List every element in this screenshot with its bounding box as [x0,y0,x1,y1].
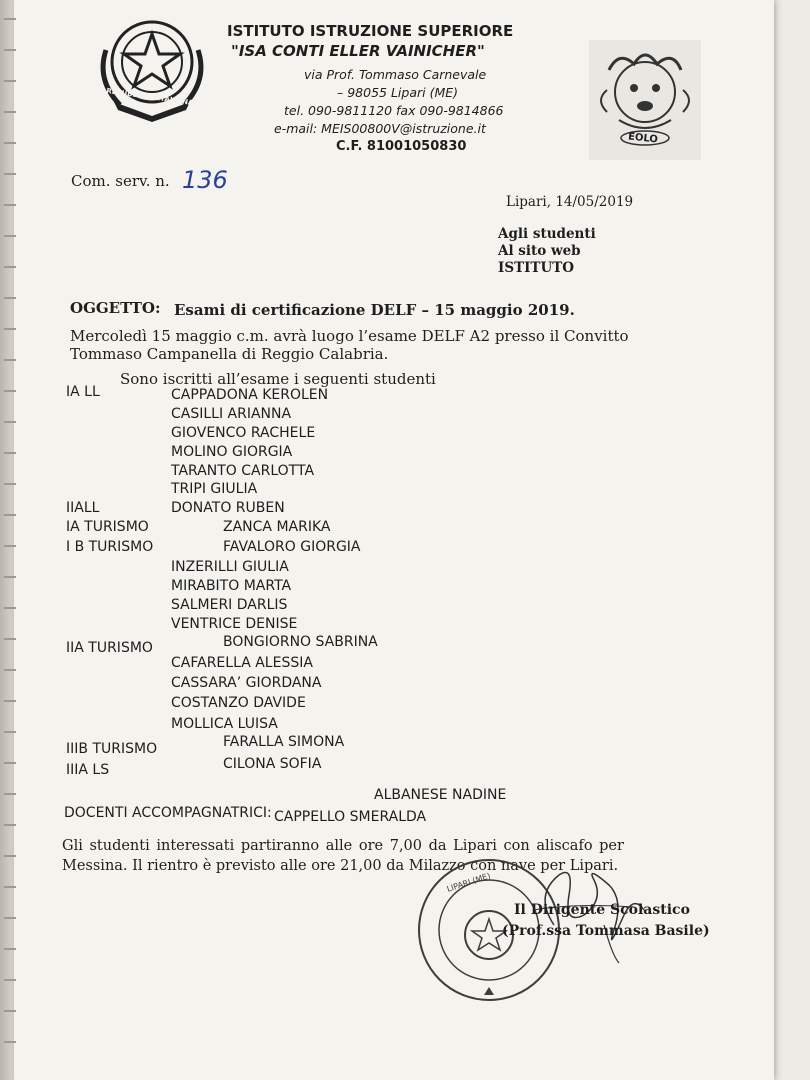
binder-hole [4,142,16,144]
binder-hole [4,80,16,82]
signature-name: (Prof.ssa Tommasa Basile) [502,923,710,939]
class-label: IIIB TURISMO [66,741,158,757]
binder-hole [4,111,16,113]
binder-hole [4,204,16,206]
student-name: FAVALORO GIORGIA [223,539,361,555]
subject-label: OGGETTO: [70,299,161,317]
com-serv-number: 136 [182,166,228,194]
address-line1: via Prof. Tommaso Carnevale [304,67,487,82]
binder-hole [4,855,16,857]
class-label: I B TURISMO [66,539,154,555]
class-label: IIA TURISMO [66,640,153,656]
binder-hole [4,328,16,330]
binder-hole [4,1010,16,1012]
binder-hole [4,49,16,51]
student-name: INZERILLI GIULIA [171,559,289,575]
binder-hole [4,917,16,919]
tax-code: C.F. 81001050830 [336,139,467,154]
binder-hole [4,235,16,237]
class-label: IIIA LS [66,762,110,778]
binder-hole [4,948,16,950]
binder-hole [4,669,16,671]
signature-title: Il Dirigente Scolastico [514,902,690,918]
student-name: SALMERI DARLIS [171,597,288,613]
phone-line: tel. 090-9811120 fax 090-9814866 [284,103,504,118]
closing-line1: Gli studenti interessati partiranno alle ore 7,00 da Lipari con aliscafo per [62,838,624,854]
binder-hole [4,452,16,454]
recipient-3: ISTITUTO [498,260,575,276]
class-label: IA TURISMO [66,519,149,535]
binder-hole [4,576,16,578]
student-name: MOLLICA LUISA [171,716,278,732]
student-name: MOLINO GIORGIA [171,444,293,460]
closing-line2: Messina. Il rientro è previsto alle ore 21,00 da Milazzo con nave per Lipari. [62,858,619,874]
student-name: CAPPADONA KEROLEN [171,387,329,403]
binder-hole [4,1041,16,1043]
student-name: VENTRICE DENISE [171,616,298,632]
subject-text: Esami di certificazione DELF – 15 maggio 2019. [174,301,575,319]
student-name: CILONA SOFIA [223,756,322,772]
teachers-label: DOCENTI ACCOMPAGNATRICI: [64,805,272,821]
binder-hole [4,483,16,485]
binder-hole [4,421,16,423]
student-name: TARANTO CARLOTTA [171,463,315,479]
binder-hole [4,297,16,299]
binder-hole [4,700,16,702]
student-name: TRIPI GIULIA [171,481,258,497]
institute-line1: ISTITUTO ISTRUZIONE SUPERIORE [227,22,514,40]
paragraph-1-line2: Tommaso Campanella di Reggio Calabria. [70,345,389,363]
binder-hole [4,514,16,516]
binder-hole [4,18,16,20]
class-label: IA LL [66,384,100,400]
binder-hole [4,390,16,392]
student-name: CASILLI ARIANNA [171,406,292,422]
com-serv-label: Com. serv. n. [71,172,170,190]
students-intro: Sono iscritti all’esame i seguenti studenti [120,370,436,388]
recipient-1: Agli studenti [498,226,596,242]
student-name: DONATO RUBEN [171,500,285,516]
paragraph-1-line1: Mercoledì 15 maggio c.m. avrà luogo l’esame DELF A2 presso il Convitto [70,327,629,345]
binder-hole [4,607,16,609]
binder-hole [4,793,16,795]
emblem-text: REPUBBLICA ITALIANA [105,86,194,108]
student-name: CAFARELLA ALESSIA [171,655,313,671]
binder-hole [4,762,16,764]
binder-hole [4,824,16,826]
recipient-2: Al sito web [498,243,581,259]
binder-hole [4,731,16,733]
document-page [14,0,774,1080]
binder-hole [4,886,16,888]
institute-line2: "ISA CONTI ELLER VAINICHER" [231,42,485,60]
binder-hole [4,979,16,981]
student-name: COSTANZO DAVIDE [171,695,306,711]
student-name: CASSARA’ GIORDANA [171,675,322,691]
class-label: IIALL [66,500,100,516]
email-line: e-mail: MEIS00800V@istruzione.it [274,121,486,136]
student-name: BONGIORNO SABRINA [223,634,378,650]
student-name: ZANCA MARIKA [223,519,331,535]
stamp-city: LIPARI (ME) [445,871,492,894]
student-name: GIOVENCO RACHELE [171,425,316,441]
document-date: Lipari, 14/05/2019 [506,194,634,210]
teacher-name: ALBANESE NADINE [374,787,507,803]
binder-hole [4,638,16,640]
logo2-text: EOLO [627,131,659,146]
student-name: MIRABITO MARTA [171,578,292,594]
republic-emblem-icon [92,10,212,122]
student-name: FARALLA SIMONA [223,734,345,750]
address-line2: – 98055 Lipari (ME) [337,85,459,100]
binder-hole [4,266,16,268]
binder-hole [4,545,16,547]
binder-hole [4,359,16,361]
binder-hole [4,173,16,175]
teacher-name: CAPPELLO SMERALDA [274,809,427,825]
